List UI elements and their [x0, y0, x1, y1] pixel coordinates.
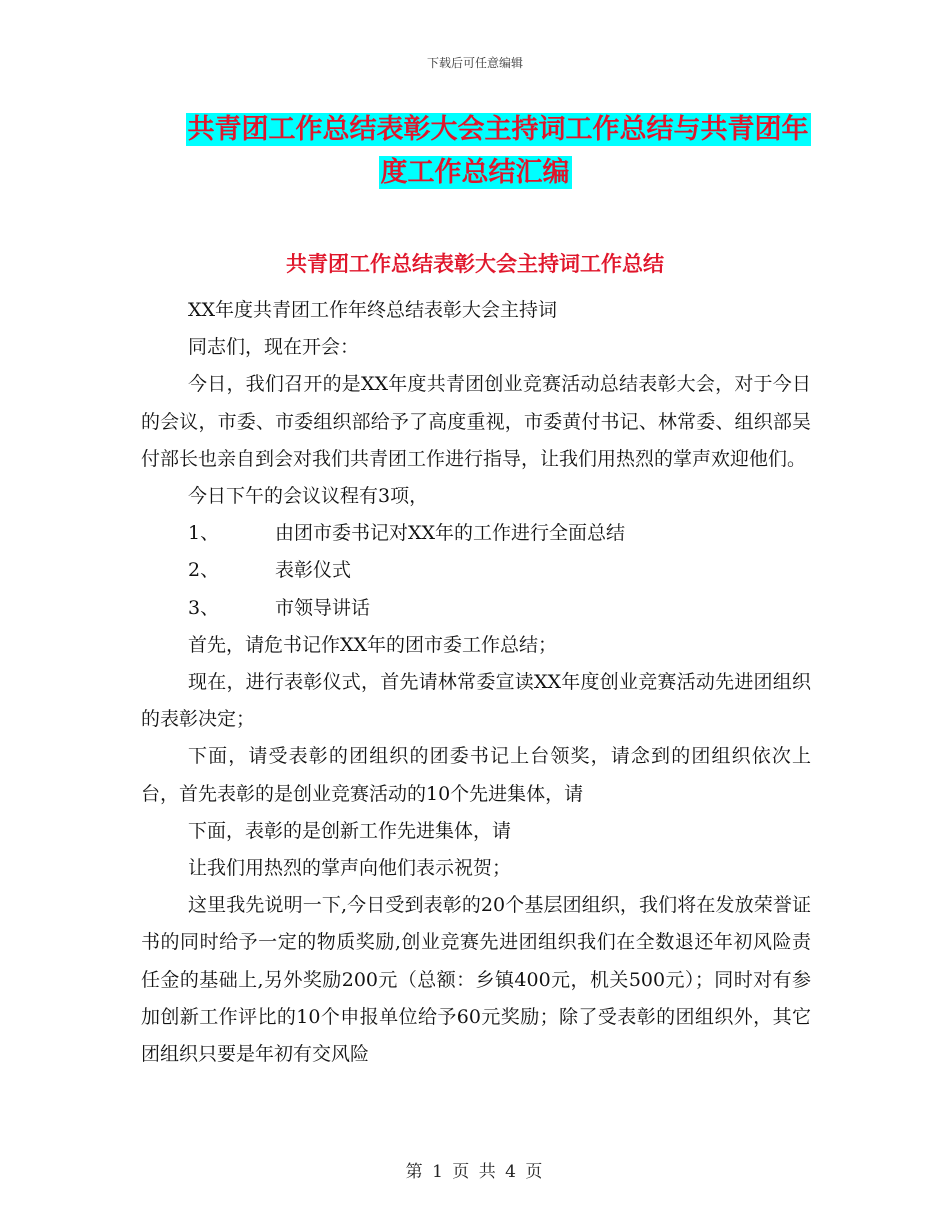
agenda-item-text: 表彰仪式 — [275, 559, 352, 582]
document-body — [141, 292, 811, 1073]
document-title-text-2: 度工作总结汇编 — [380, 157, 570, 188]
agenda-item-number: 1、 — [188, 522, 220, 545]
paragraph-applause: 让我们用热烈的掌声向他们表示祝贺； — [188, 857, 512, 880]
paragraph-innovation-award: 下面，表彰的是创新工作先进集体，请 — [188, 819, 512, 842]
paragraph-reward-explanation: 这里我先说明一下,今日受到表彰的20个基层团组织，我们将在发放荣誉证书的同时给予一定的物质奖励,创业竞赛先进团组织我们在全数退还年初风险责任金的基础上,另外奖励200元（总额：乡镇400元，机关500元）；同时对有参加创新工作评比的10个申报单位给予60元奖励；除了受表彰的团组织外，其它团组织只要是年初有交风险 — [141, 894, 811, 1066]
paragraph-agenda-intro: 今日下午的会议议程有3项， — [188, 485, 429, 508]
agenda-item-text: 市领导讲话 — [275, 596, 371, 619]
paragraph-award-recipients: 下面，请受表彰的团组织的团委书记上台领奖，请念到的团组织依次上台，首先表彰的是创业竞赛活动的10个先进集体，请 — [141, 745, 811, 805]
agenda-item — [141, 515, 811, 552]
header-note: 下载后可任意编辑 — [426, 56, 523, 70]
agenda-item — [141, 590, 811, 627]
paragraph-first-report: 首先，请危书记作XX年的团市委工作总结； — [188, 633, 558, 656]
agenda-item-number: 3、 — [188, 596, 220, 619]
agenda-item — [141, 552, 811, 589]
paragraph-opening: 今日，我们召开的是XX年度共青团创业竞赛活动总结表彰大会，对于今日的会议，市委、市委组织部给予了高度重视，市委黄付书记、林常委、组织部吴付部长也亲自到会对我们共青团工作进行指导，让我们用热烈的掌声欢迎他们。 — [141, 373, 811, 470]
paragraph-heading: XX年度共青团工作年终总结表彰大会主持词 — [188, 299, 558, 321]
page-footer: 第 1 页 共 4 页 — [405, 1162, 545, 1182]
agenda-item-text: 由团市委书记对XX年的工作进行全面总结 — [275, 522, 626, 545]
agenda-item-number: 2、 — [188, 559, 220, 582]
section-title: 共青团工作总结表彰大会主持词工作总结 — [286, 252, 664, 276]
paragraph-award-ceremony: 现在，进行表彰仪式，首先请林常委宣读XX年度创业竞赛活动先进团组织的表彰决定； — [141, 671, 811, 731]
document-title-line-2 — [0, 155, 950, 191]
document-title-text-1: 共青团工作总结表彰大会主持词工作总结与共青团年 — [187, 114, 809, 145]
paragraph-greeting: 同志们，现在开会： — [188, 336, 360, 359]
document-title-line-1 — [0, 112, 950, 148]
